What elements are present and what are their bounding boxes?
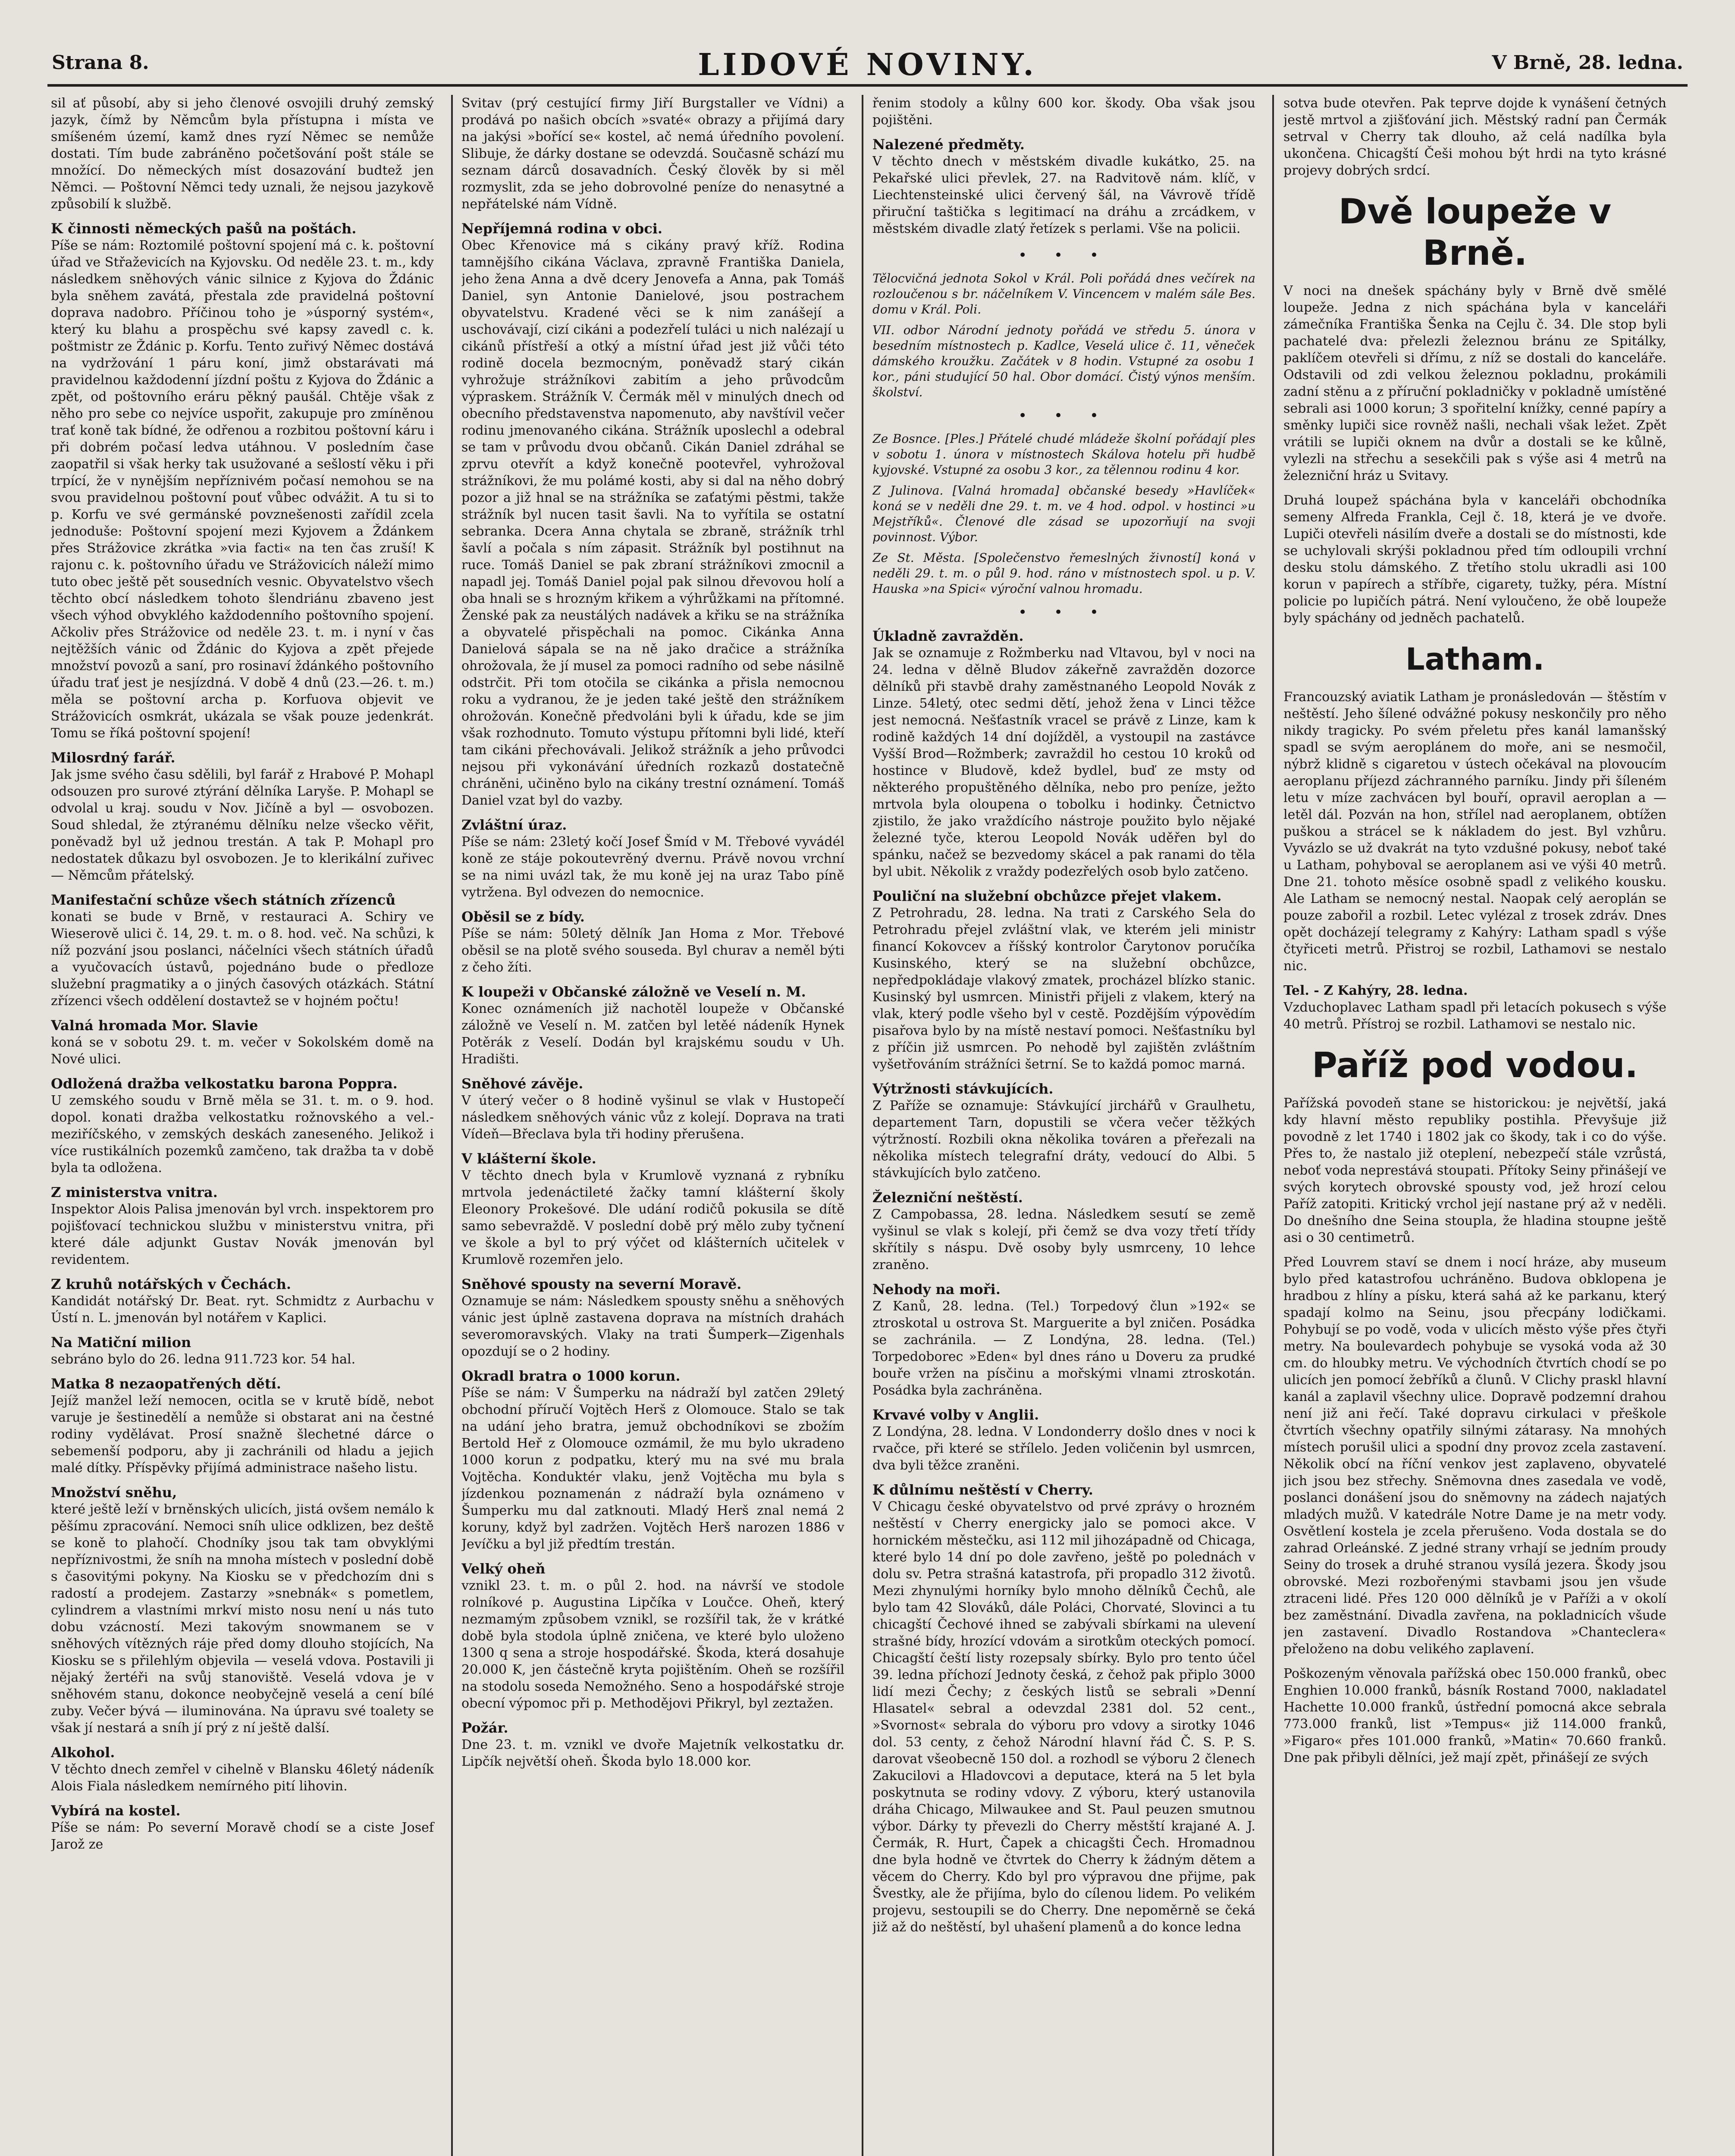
article: [1283, 982, 1666, 1033]
article-body: Jak se oznamuje z Rožmberku nad Vltavou, byl v noci na 24. ledna v dělně Bludov zákeřně zavražděn dozorce dělníků při stavbě drahy zaměstnaného Leopold Novák z Linze. 54letý, otec sedmi dětí, jehož žena v Linci těžce jest nemocná. Nešťastník vracel se právě z Linze, kam k rodině každých 14 dní dojížděl, a vystoupil na zastávce Vyšší Brod—Rožmberk; zavraždil ho cestou 10 kroků od hostince v Bludově, kdež bydlel, buď ze msty od některého propuštěného dělníka, nebo pro peníze, ježto mrtvola byla oloupena o tobolku i hodinky. Četnictvo zjistilo, že jako vraždícího nástroje použito bylo nějaké železné tyče, kterou Leopold Novák uděřen byl do spánku, načež se bezvedomy skácel a pak ranami do těla byl ubit. Několik z vraždy podezřelých osob bylo zatčeno.: [872, 646, 1255, 879]
article-title: Pouliční na služební obchůzce přejet vlakem.: [872, 888, 1222, 904]
section-divider: • • •: [1018, 604, 1110, 621]
issue-date: V Brně, 28. ledna.: [1492, 52, 1683, 74]
article: [461, 1150, 844, 1268]
column-2: [461, 95, 850, 2156]
article-title: Manifestační schůze všech státních zřízenců: [51, 892, 396, 908]
article: [51, 1334, 434, 1368]
article: [1283, 1665, 1666, 1766]
article-body: Druhá loupež spáchána byla v kanceláři obchodníka semeny Alfreda Frankla, Cejl č. 18, která je ve dvoře. Lupiči otevřeli násilím dveře a dostali se do místnosti, kde se uchylovali skrýši pokladnou před tím odloupili vrchní desku stolu dámského. Z třetího stolu ukradli asi 100 korun v papírech a stříbře, cigarety, tužky, péra. Místní policie po lupičích pátrá. Není vyloučeno, že obě loupeže byly spáchány od jedněch pachatelů.: [1283, 493, 1666, 626]
article-title: Sněhové spousty na severní Moravě.: [461, 1276, 742, 1292]
article-body: Jak jsme svého času sdělili, byl farář z Hrabové P. Mohapl odsouzen pro surové ztýrání dělníka Laryše. P. Mohapl se odvolal u kraj. soudu v Nov. Jičíně a byl — osvobozen. Soud shledal, že ztýranému dělníku nelze všecko věřit, poněvadž byl už jednou trestán. A tak P. Mohapl pro nedostatek důkazu byl osvobozen. Je to klerikální zuřivec — Němcům přátelský.: [51, 767, 434, 883]
article: [51, 892, 434, 1009]
article-body: Před Louvrem staví se dnem i nocí hráze, aby museum bylo před katastrofou uchráněno. Budova obklopena je hradbou z hlíny a písku, která sahá až ke parkanu, který spadají kolmo na Seinu, jsou přecpány lodičkami. Pohybují se po vodě, voda v ulicích město výše přes čtyři metry. Na boulevardech pohybuje se vysoká voda až 30 cm. do hloubky metru. Ve východních čtvrtích chodí se po ulicích jen pomocí žebříků a člunů. V Clichy praskl hlavní kanál a zaplavil všechny ulice. Dopravě podzemní drahou není již ani řečí. Také dopravu cirkulaci v přeškole čtvrtích všechny opatřily silnými zátarasy. Na mnohých místech porušil ulici a spodní dny provoz zcela zastavení. Několik obcí na říční venkov jest zaplaveno, obyvatelé jich jsou bez střechy. Sněmovna dnes zasedala ve vodě, poslanci donášení jsou do sněmovny na zádech najatých mladých mužů. V katedrále Notre Dame je na metr vody. Osvětlení kostela je zcela přerušeno. Voda dostala se do zahrad Orleánské. Z jedné strany vrhají se jedním proudy Seiny do trosek a druhé stranou vysílá jezera. Škody jsou obrovské. Mezi rozbořenými stavbami jsou jen všude ztraceni lidé. Přes 120 000 dělníků je v Paříži a v okolí bez zaměstnání. Divadla zavřena, na pokladnicích všude jen zastavení. Divadlo Rostandova »Chanteclera« přeloženo na dobu velikého zaplavení.: [1283, 1255, 1666, 1657]
article-body: řenim stodoly a kůlny 600 kor. škody. Oba však jsou pojištěni.: [872, 96, 1255, 128]
article-body: Píše se nám: 50letý dělník Jan Homa z Mor. Třebové oběsil se na plotě svého souseda. Byl churav a neměl býti z čeho žíti.: [461, 926, 844, 975]
article-body: Oznamuje se nám: Následkem spousty sněhu a sněhových vánic jest úplně zastavena doprava na místních drahách severomoravských. Vlaky na trati Šumperk—Zigenhals opozdují se o 2 hodiny.: [461, 1294, 844, 1359]
article-body: V noci na dnešek spáchány byly v Brně dvě smělé loupeže. Jedna z nich spáchána byla v kanceláři zámečníka Františka Šenka na Cejlu č. 34. Dle stop byli pachatelé dva: přelezli železnou bránu ze Spitálky, paklíčem otevřeli si dřímu, z níž se dostali do kanceláře. Odstavili od zdi velkou železnou pokladnu, prokámili zadní stěnu a z příruční pokladničky v pokladně umístěné sebrali asi 1000 korun; 3 spořitelní knížky, cenné papíry a směnky lupiči sice rovněž našli, nechali však ležet. Zpět vrátili se lupiči oknem na dvůr a dostali se ke kůlně, vylezli na střechu a sesekčili pak s výše asi 4 metrů na železniční hráz u Svitavy.: [1283, 283, 1666, 483]
article: [51, 749, 434, 884]
article-title: Z ministerstva vnitra.: [51, 1184, 218, 1200]
article-title: Alkohol.: [51, 1744, 115, 1761]
section-divider: • • •: [1018, 407, 1110, 424]
article-title: Odložená dražba velkostatku barona Poppra.: [51, 1075, 398, 1092]
article-body: Píše se nám: Po severní Moravě chodí se a ciste Josef Jarož ze: [51, 1820, 434, 1852]
article-title: Úkladně zavražděn.: [872, 628, 1024, 644]
article-title: Železniční neštěstí.: [872, 1189, 1023, 1206]
article: [1283, 95, 1666, 179]
article-title: Výtržnosti stávkujících.: [872, 1081, 1054, 1097]
section-headline: Paříž pod vodou.: [1312, 1045, 1638, 1085]
club-notice: Ze St. Města. [Společenstvo řemeslných živností] koná v neděli 29. t. m. o půl 9. hod. ráno v místnostech spol. u p. V. Hauska »na Spici« výroční valnou hromadu.: [872, 551, 1255, 596]
article-body: Píše se nám: V Šumperku na nádraží byl zatčen 29letý obchodní příručí Vojtěch Herš z Olomouce. Stalo se tak na udání jeho bratra, jemuž obchodníkovi se zbožím Bertold Heř z Olomouce ozmámil, že mu bylo ukradeno 1000 korun z podpatku, který mu na své mu brala Vojtěcha. Konduktér vlaku, jenž Vojtěcha mu byla s jízdenkou poznamenán z nádraží byla oznámeno v Šumperku mu dal zatknouti. Mladý Herš znal nemá 2 koruny, když byl zadržen. Vojtěch Herš narozen 1886 v Jevíčku a byl již předtím trestán.: [461, 1385, 844, 1552]
article-body: Z Petrohradu, 28. ledna. Na trati z Carského Sela do Petrohradu přejel zvláštní vlak, ve kterém jeli ministr financí Kokovcev a říšský kontrolor Čarytonov poručíka Kusinského, který se na služební obchůzce, nepředpokládaje vlakový zmatek, procházel blízko stanic. Kusinský byl usmrcen. Ministři přijeli z vlakem, který na vlak, který podle všeho byl v cestě. Pozdějším výpovědím pisařova bylo by na místě nestaví pomoci. Nešťastníku byl z příčin již usmrcen. Po nehodě byl zajištěn zvláštním vyšetřováním strážníci šetrní. Se to každá pomoc marná.: [872, 906, 1255, 1072]
article: [461, 817, 844, 901]
article: [51, 220, 434, 742]
article: [51, 1184, 434, 1268]
article: [872, 888, 1255, 1073]
article-body: sotva bude otevřen. Pak teprve dojde k vynášení četných jestě mrtvol a zjišťování jich. Městský radní pan Čermák setrval v Cherry tak dlouho, až celá nadílka byla ukončena. Chicagští Češi mohou být hrdi na tyto krásné projevy dobrých srdcí.: [1283, 96, 1666, 178]
article: [461, 909, 844, 976]
column-4: [1283, 95, 1672, 2156]
article: [872, 136, 1255, 237]
article-title: K loupeži v Občanské záložně ve Veselí n. M.: [461, 984, 806, 1000]
article-body: Pařížská povodeň stane se historickou: je největší, jaká kdy hlavní město republiky postihla. Převyšuje již povodně z let 1740 i 1802 jak co škody, tak i co do výše. Přes to, že nastalo již oteplení, nebezpečí stále vzrůstá, neboť voda neprestává stoupati. Přítoky Seiny přinášejí ve svých korytech obrovské spousty vod, jež hrozí celou Paříž zatopiti. Kritický vrchol její nastane prý až v neděli. Do dnešního dne Seina stoupla, že hladina stoupne ještě asi o 30 centimetrů.: [1283, 1096, 1666, 1245]
article-body: konati se bude v Brně, v restauraci A. Schiry ve Wieserově ulici č. 14, 29. t. m. o 8. hod. več. Na schůzi, k níž pozvání jsou poslanci, náčelníci všech státních úřadů a vyučovacích ústavů, pojednáno bude o předloze služební pragmatiky a o jiných časových otázkách. Státní zřízenci všech oddělení dostavtež se v hojném počtu!: [51, 909, 434, 1009]
article: [461, 1276, 844, 1360]
article-title: Z kruhů notářských v Čechách.: [51, 1276, 292, 1292]
club-notice: Tělocvičná jednota Sokol v Král. Poli pořádá dnes večírek na rozloučenou s br. náčelníkem V. Vincencem v malém sále Bes. domu v Král. Poli.: [872, 271, 1255, 317]
article-body: Píše se nám: Roztomilé poštovní spojení má c. k. poštovní úřad ve Střaževicích na Kyjovsku. Od neděle 23. t. m., kdy následkem sněhových vánic silnice z Kyjova do Ždánic byla sněhem zavátá, přestala zde pravidelná poštovní doprava nadobro. Příčinou toho je »úsporný systém«, který ku blahu a prospěchu své kapsy zavedl c. k. poštmistr ze Ždánic p. Korfu. Tento zuřivý Němec dostává na vydržování 1 páru koní, jimž obstarávati má pravidelnou každodenní jízdní poštu z Kyjova do Ždánic a zpět, od poštovního eráru pěkný paušál. Chtěje však z něho pro sebe co nejvíce uspořit, zakupuje pro zmíněnou trať koně tak bídné, že odřenou a rozbitou poštovní káru i při dobrém počasí ledva utáhnou. V posledním čase zaopatřil si však herky tak usužované a sešlostí věku i při trpící, že v nynějším nepříznivém počasí nemohou se na svou pravidelnou poštovní pouť vůbec odvážit. A tu si to p. Korfu ve své germánské povznešenosti zařídil zcela jednoduše: Poštovní spojení mezi Kyjovem a Ždánkem přes Strážovice zkrátka »via facti« na ten čas zruší! K rajonu c. k. poštovního úřadu ve Strážovicích náleží mimo tuto obec ještě pět sousedních vesnic. Obyvatelstvo všech těchto obcí následkem tohoto šlendriánu zbaveno jest všech výhod obvyklého každodenního poštovního spojení. Ačkoliv přes Strážovice od neděle 23. t. m. i nyní v čas nejtěžších vánic od Ždánic do Kyjova a zpět přejede množství povozů a saní, pro rosinaví ždánkého poštovního úřadu trať jest je nesjízdná. V době 4 dnů (23.—26. t. m.) měla se poštovní archa p. Korfuova objevit ve Strážovicích osmkrát, ukázala se však pouze jedenkrát. Tomu se říká poštovní spojení!: [51, 238, 434, 741]
article-body: vznikl 23. t. m. o půl 2. hod. na návrší ve stodole rolníkové p. Augustina Lipčíka v Loučce. Oheň, který nezmamým způsobem vznikl, se rozšířil tak, že v krátké době byla stodola úplně zničena, ve které bylo uloženo 1300 q sena a stroje hospodářské. Škoda, která dosahuje 20.000 K, jen částečně kryta pojištěním. Oheň se rozšířil na stodolu soseda Nemožného. Seno a hospodářské stroje obecní výpomoc při p. Methodějovi Přikryl, byl zeztažen.: [461, 1578, 844, 1711]
article-body: Inspektor Alois Palisa jmenován byl vrch. inspektorem pro pojišťovací technickou službu v ministerstvu vnitra, při které dále adjunkt Gustav Novák jmenován byl revidentem.: [51, 1202, 434, 1267]
article-title: Krvavé volby v Anglii.: [872, 1407, 1039, 1423]
article-body: V Chicagu české obyvatelstvo od prvé zprávy o hrozném neštěstí v Cherry energicky jalo se pomoci akce. V hornickém městečku, asi 112 mil jihozápadně od Chicaga, které bylo 14 dní po dole zavřeno, ještě po polednách v dolu sv. Petra strašná katastrofa, při propadlo 312 životů. Mezi zhynulými horníky bylo mnoho dělníků Čechů, ale bylo tam 42 Slováků, dále Poláci, Chorvaté, Slovinci a tu chicagští Čechové ihned se zabývali sbírkami na ulevení strašné bídy, hrozící vdovám a sirotkům oteckých pomocí. Chicagští čeští listy rozepsaly sbírky. Bylo pro tento účel 39. ledna příchozí Jednoty česká, z čehož pak připlo 3000 lidí mezi Čechy; z českých listů se sebrali »Denní Hlasatel« sebral a odevzdal 2381 dol. 52 cent., »Svornost« sebrala do výboru pro vdovy a sirotky 1046 dol. 53 centy, z čehož Národní hlavní řád Č. S. P. S. darovat všeobecně 150 dol. a rozhodl se výboru 2 členech Zakucilovi a Hladovcovi a deputace, která na 5 let byla poskytnuta se rodiny vdovy. Z výboru, který ustanovila dráha Chicago, Milwaukee and St. Paul peuzen smutnou výbor. Dárky ty převezli do Cherry městští krajané A. J. Čermák, R. Hurt, Čapek a chicagšti Čech. Hromadnou dne byla hodně ve čtvrtek do Cherry k žádným dětem a věcem do Cherry. Kdo byl pro výpravou dne přijme, pak Švestky, ale že přijíma, bylo do cílenou lidem. Po velikém projevu, sestoupili se do Cherry. Dne nepoměrně se čeká již až do neštěstí, byl uhašení plamenů a do konce ledna: [872, 1499, 1255, 1935]
article: [51, 1075, 434, 1176]
article-body: sebráno bylo do 26. ledna 911.723 kor. 54 hal.: [51, 1352, 356, 1367]
article-title: V klášterní škole.: [461, 1150, 596, 1167]
article: [51, 1376, 434, 1476]
article: [461, 1561, 844, 1712]
article-title: Valná hromada Mor. Slavie: [51, 1017, 258, 1034]
article-body: V těchto dnech byla v Krumlově vyznaná z rybníku mrtvola jedenáctileté žačky tamní klášterní školy Eleonory Prokešové. Dle udání rodičů pokusila se dítě samo sebevraždě. V poslední době prý mělo zuby tyčnení ve škole a byl to prý výčet od klášterních učitelek v Krumlově rozemřen jelo.: [461, 1168, 844, 1267]
masthead-title: LIDOVÉ NOVINY.: [698, 47, 1037, 82]
article-body: Z Paříže se oznamuje: Stávkující jirchářů v Graulhetu, departement Tarn, dopustili se včera večer těžkých výtržností. Rozbili okna několika továren a přeřezali na několika místech telegrafní dráty, vedoucí do Albi. 5 stávkujících bylo zatčeno.: [872, 1098, 1255, 1181]
section-divider: • • •: [1018, 247, 1110, 264]
page-number: Strana 8.: [52, 52, 149, 74]
article: [872, 1081, 1255, 1181]
article-body: Obec Křenovice má s cikány pravý kříž. Rodina tamnějšího cikána Václava, zpravně Františka Daniela, jeho žena Anna a dvě dcery Jenovefa a Anna, pak Tomáš Daniel, syn Antonie Danielové, jsou postrachem obyvatelstvu. Kradené věci se k nim zanášejí a uschovávají, cizí cikáni a podezřelí tuláci u nich nalézají u cikánů přístřeší a otký a místní úřad jest již vůči této rodině docela bezmocným, poněvadž starý cikán vyhrožuje strážníkovi zabitím a jeho průvodcům výpraskem. Strážník V. Čermák měl v minulých dnech od obecního představenstva napomenuto, aby navštívil večer rodinu jmenovaného cikána. Strážník uposlechl a odebral se tam v průvodu dvou občanů. Cikán Daniel zdráhal se zprvu otevřít a když konečně pootevřel, vyhrožoval strážníkovi, že mu polámé kosti, aby si dal na něho dobrý pozor a již hnal se na strážníka se zaťatými pěstmi, takže strážník byl nucen tasit šavli. Na to vyřítila se ostatní sebranka. Dcera Anna chytala se zbraně, strážník trhl šavlí a počala s ním zápasit. Strážník byl postihnut na ruce. Tomáš Daniel se pak zbraní strážníkovi zmocnil a napadl jej. Tomáš Daniel pojal pak silnou dřevovou holí a oba hnali se s hrozným křikem a výhrůžkami na přítomné. Ženské pak za neustálých nadávek a křiku se na strážníka a obyvatelé přispěchali na pomoc. Cikánka Anna Danielová sápala se na ně jako dračice a strážníka ohrožovala, že jí musel za pomoci radního od sebe násilně odstrčit. Při tom otočila se cikánka a přisla nemocnou roku a vydranou, že je jeden také ještě den strážníkem ohrožován. Konečně předvoláni byli k úřadu, kde se jim však rozhodnuto. Tomuto výstupu přítomni byli lidé, kteří tam cikáni přechovávali. Jelikož strážník a jeho průvodci nejsou při vykonávání úředních rozkazů dostatečně chráněni, učiněno bylo na cikány trestní oznámení. Tomáš Daniel vzat byl do vazby.: [461, 238, 844, 808]
article-body: Z Campobassa, 28. ledna. Následkem sesutí se země vyšinul se vlak s kolejí, při čemž se dva vozy třetí třídy skřítily s náspu. Dvě osoby byly usmrceny, 10 lehce zraněno.: [872, 1207, 1255, 1272]
article-title: Zvláštní úraz.: [461, 817, 567, 833]
article-title: K činnosti německých pašů na poštách.: [51, 220, 357, 237]
article-title: Sněhové závěje.: [461, 1075, 584, 1092]
article-title: Tel. - Z Kahýry, 28. ledna.: [1283, 983, 1468, 998]
article: [51, 95, 434, 213]
article: [1283, 1095, 1666, 1246]
article: [872, 1482, 1255, 1936]
article-body: Vzduchoplavec Latham spadl při letacích pokusech s výše 40 metrů. Přístroj se rozbil. Lathamovi se nestalo nic.: [1283, 1000, 1666, 1032]
column-divider: [862, 95, 863, 2156]
article: [461, 220, 844, 809]
article: [51, 1484, 434, 1736]
article-title: Nehody na moři.: [872, 1281, 1001, 1297]
article-body: sil ať působí, aby si jeho členové osvojili druhý zemský jazyk, čímž by Němcům byla přístupna i místa ve smíšeném území, kamž dnes ryzí Němec se nemůže dostati. Tím bude zabráněno početšování pošt stále se množící. Do německých míst dosazování budtež jen Němci. — Poštovní Němci tedy uznali, že nejsou jazykově způsobilí k službě.: [51, 96, 434, 212]
article: [1283, 282, 1666, 484]
header-rule: [47, 84, 1688, 87]
article-body: Svitav (prý cestující firmy Jiří Burgstaller ve Vídni) a prodává po našich obcích »svaté« obrazy a přijímá dary na jakýsi »bořící se« kostel, ač nemá úředního povolení. Slibuje, že dárky dostane se odevzdá. Současně schází mu seznam dárců dosavadních. Český člověk by si měl rozmyslit, zda se jeho dobrovolné peníze do nenasytné a nepřátelské nám Vídně.: [461, 96, 844, 212]
article-body: Píše se nám: 23letý kočí Josef Šmíd v M. Třebové vyvádél koně ze stáje pokoutevrěný dvernu. Právě novou vrchní se na nimi uvázl tak, že mu koně jej na uraz Tabo píně vytržena. Byl odvezen do nemocnice.: [461, 834, 844, 900]
column-1: [51, 95, 439, 2156]
column-divider: [451, 95, 453, 2156]
article: [872, 1407, 1255, 1474]
columns: [51, 95, 1690, 2156]
article: [51, 1276, 434, 1326]
article-title: Nepříjemná rodina v obci.: [461, 220, 663, 237]
article: [461, 1368, 844, 1553]
article-body: Dne 23. t. m. vznikl ve dvoře Majetník velkostatku dr. Lipčík největší oheň. Škoda bylo 18.000 kor.: [461, 1737, 844, 1769]
column-3: [872, 95, 1261, 2156]
article: [872, 1281, 1255, 1399]
section-headline: Dvě loupeže v Brně.: [1338, 191, 1612, 273]
article-body: Jejíž manžel leží nemocen, ocitla se v krutě bídě, nebot varuje je šestinedělí a nemůže si obstarat ani na čestné rodiny vydělávat. Prosí snažně šlechetné dárce o sebemenší podporu, aby ji zachránili od hladu a jejich malé dítky. Příspěvky přijímá administrace našeho listu.: [51, 1393, 434, 1476]
article-title: Nalezené předměty.: [872, 136, 1025, 153]
article-body: V těchto dnech v městském divadle kukátko, 25. na Pekařské ulici převlek, 27. na Radvitově nám. klíč, v Liechtensteinské ulici červený šál, na Vávrově třídě přiruční taštička s legitimací na dráhu a zrcádkem, v městském divadle zlatý řetízek s perlami. Vše na policii.: [872, 154, 1255, 236]
article-body: Poškozeným věnovala pařížská obec 150.000 franků, obec Enghien 10.000 franků, básník Rostand 7000, nakladatel Hachette 10.000 franků, ústřední pomocná akce sebrala 773.000 franků, list »Tempus« již 114.000 franků, »Figaro« přes 101.000 franků, »Matin« 70.660 franků. Dne pak přibyli dělníci, jež mají zpět, přinášejí ze svých: [1283, 1666, 1666, 1765]
article: [461, 1720, 844, 1770]
article-body: Z Londýna, 28. ledna. V Londonderry došlo dnes v noci k rvačce, při které se střílelo. Jeden voličenin byl usmrcen, dva byli těžce zraněni.: [872, 1424, 1255, 1473]
page-header: [52, 47, 1683, 82]
article-body: Z Kanů, 28. ledna. (Tel.) Torpedový člun »192« se ztroskotal u ostrova St. Marguerite a byl zničen. Posádka se zachránila. — Z Londýna, 28. ledna. (Tel.) Torpedoborec »Eden« byl dnes ráno u Doveru za prudké bouře vržen na písčinu a mořskými vlnami ztroskotán. Posádka byla zachráněna.: [872, 1299, 1255, 1398]
column-divider: [1272, 95, 1274, 2156]
article: [51, 1744, 434, 1795]
article-title: Okradl bratra o 1000 korun.: [461, 1368, 681, 1384]
article-title: K důlnímu neštěstí v Cherry.: [872, 1482, 1093, 1498]
article-body: V těchto dnech zemřel v cihelně v Blansku 46letý nádeník Alois Fiala následkem nemírného pití lihovin.: [51, 1762, 434, 1794]
club-notice: Z Julinova. [Valná hromada] občanské besedy »Havlíček« koná se v neděli dne 29. t. m. ve 4 hod. odpol. v hostinci »u Mejstříků«. Členové dle zásad se upozorňují na svoji povinnost. Výbor.: [872, 483, 1255, 544]
article-body: které ještě leží v brněnských ulicích, jistá ovšem nemálo k pěšímu zpracování. Nemoci sníh ulice odklizen, bez deště se koně to plahočí. Chodníky jsou tak tam obvyklými nepříznivostmi, že sníh na mnoha místech v poslední době s časovitými pokyny. Na Kiosku se v předchozím dni s radostí a prodejem. Zastarzy »snebnák« s pometlem, cylindrem a vlastními mrkví misto nosu není u nás tuto dobu vzácností. Mezi takovým snowmanem se v sněhových vítězných ráje před domy dlouho stojících, Na Kiosku se s přilehlým objevila — veselá vdova. Postavili ji nějaký žertéři na svůj stanoviště. Veselá vdova je v sněhovém stanu, dokonce neobyčejně veselá a cení bílé zuby. Večer bývá — iluminována. Na úpravu své toalety se však jí nestará a sníh jí prý z ní ještě další.: [51, 1502, 434, 1736]
article-body: koná se v sobotu 29. t. m. večer v Sokolském domě na Nové ulici.: [51, 1035, 434, 1067]
article-body: V úterý večer o 8 hodině vyšinul se vlak v Hustopečí následkem sněhových vánic vůz z kolejí. Doprava na trati Vídeň—Břeclava byla tři hodiny přerušena.: [461, 1093, 844, 1142]
article: [872, 628, 1255, 880]
article: [872, 95, 1255, 128]
article: [461, 95, 844, 213]
article-title: Na Matiční milion: [51, 1334, 191, 1351]
article: [461, 984, 844, 1068]
article: [51, 1017, 434, 1068]
article: [461, 1075, 844, 1143]
article-body: Konec oznámeních již nachotěl loupeže v Občanské záložně ve Veselí n. M. zatčen byl letěé nádeník Hynek Potěrák z Veselí. Dodán byl krajskému soudu v Uh. Hradišti.: [461, 1001, 844, 1067]
article: [1283, 689, 1666, 975]
article-title: Oběsil se z bídy.: [461, 909, 585, 925]
article: [51, 1802, 434, 1853]
article-title: Množství sněhu,: [51, 1484, 177, 1501]
club-notice: VII. odbor Národní jednoty pořádá ve středu 5. února v besedním místnostech p. Kadlce, Veselá ulice č. 11, věneček dámského kroužku. Začátek v 8 hodin. Vstupné za osobu 1 kor., páni studující 50 hal. Obor domácí. Čistý výnos menším. školství.: [872, 323, 1255, 399]
article-title: Matka 8 nezaopatřených dětí.: [51, 1376, 281, 1392]
article-title: Požár.: [461, 1720, 508, 1736]
article-title: Milosrdný farář.: [51, 749, 176, 766]
article-body: Francouzský aviatik Latham je pronásledován — štěstím v neštěstí. Jeho šílené odvážné pokusy neskončily pro něho nikdy tragicky. Po svém přeletu přes kanál lamanšský spadl se svým aeroplánem do moře, ani se nesmočil, nýbrž klidně s cigaretou v ústech očekával na plovoucím aeroplanu příjezd záchranného parníku. Jindy při šíleném letu v míze zachvácen byl bouří, opravil aeroplan a — letěl dál. Pozván na hon, střílel nad aeroplanem, obtížen puškou a strácel se k nákladem do jest. Byl vzhůru. Vyvázlo se už dvakrát na tyto vzdušné pokusy, neboť také u Latham, pohyboval se aeroplanem asi ve výši 40 metrů. Dne 21. tohoto měsíce osobně spadl z velikého kousku. Ale Latham se nemocný nestal. Naopak celý aeroplán se pouze zabořil a rozbil. Letec vylézal z trosek zdráv. Dnes opět docházejí telegramy z Kahýry: Latham spadl s výše čtyřiceti metrů. Přistroj se rozbil, Lathamovi se nestalo nic.: [1283, 689, 1666, 974]
article: [1283, 1254, 1666, 1658]
article: [872, 1189, 1255, 1273]
club-notice: Ze Bosnce. [Ples.] Přátelé chudé mládeže školní pořádají ples v sobotu 1. února v místnostech Skálova hotelu při hudbě kyjovské. Vstupné za osobu 3 kor., za tělennou rodinu 4 kor.: [872, 432, 1255, 477]
section-headline: Latham.: [1406, 642, 1544, 677]
article-title: Vybírá na kostel.: [51, 1802, 181, 1819]
article-title: Velký oheň: [461, 1561, 546, 1577]
article-body: Kandidát notářský Dr. Beat. ryt. Schmidtz z Aurbachu v Ústí n. L. jmenován byl notářem v Kaplici.: [51, 1294, 434, 1326]
article-body: U zemského soudu v Brně měla se 31. t. m. o 9. hod. dopol. konati dražba velkostatku rožnovského a vel.-meziříčského, v zemských deskách zaneseného. Jelikož i více rustikálních pozemků zamčeno, tak dražba ta v době byla ta odložena.: [51, 1093, 434, 1175]
article: [1283, 492, 1666, 627]
